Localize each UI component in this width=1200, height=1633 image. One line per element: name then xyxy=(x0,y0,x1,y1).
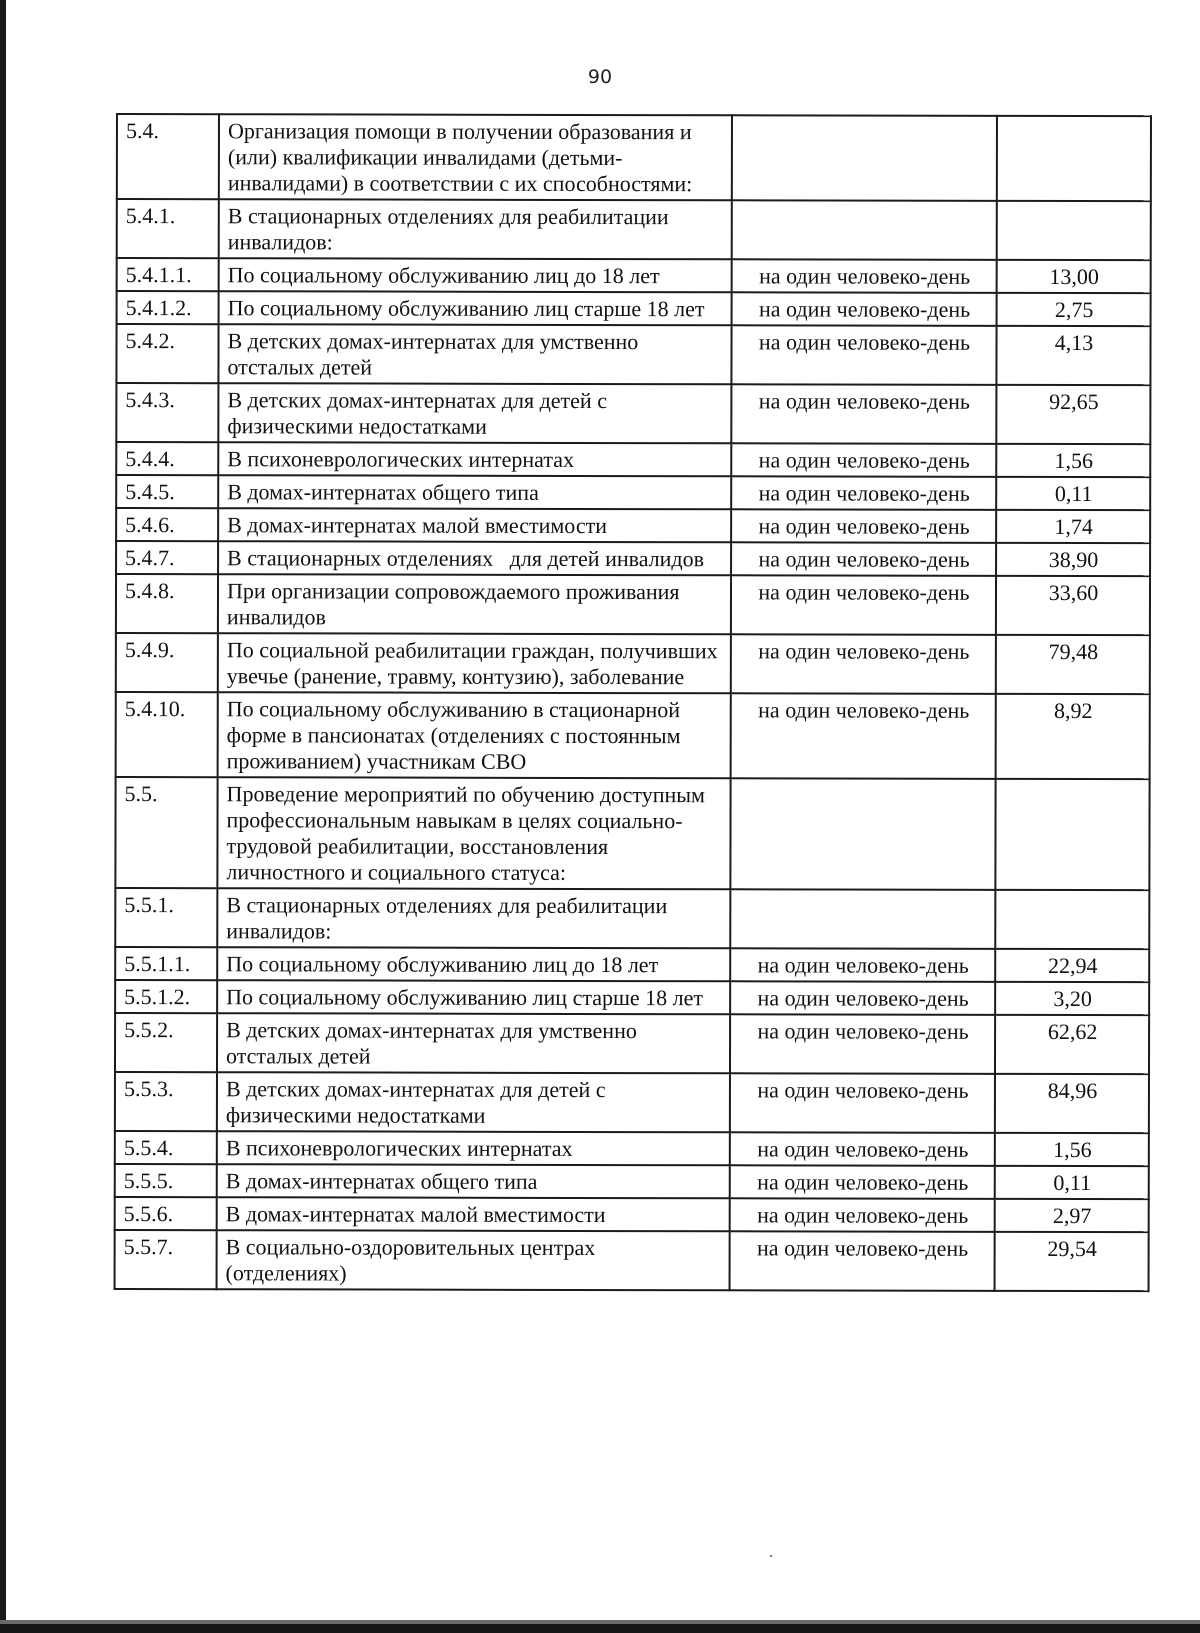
row-name: Проведение мероприятий по обучению доступным профессиональным навыкам в целях социально-трудовой реабилитации, восстановления личностного и социального статуса: xyxy=(217,777,730,889)
table-row xyxy=(115,777,1149,890)
row-unit: на один человеко-день xyxy=(731,443,996,477)
table-row xyxy=(115,888,1149,949)
row-name: По социальному обслуживанию лиц старше 18 лет xyxy=(219,291,732,325)
table-row xyxy=(116,633,1150,694)
table-row xyxy=(116,574,1150,635)
row-code: 5.5.5. xyxy=(115,1164,217,1197)
row-unit: на один человеко-день xyxy=(730,981,995,1015)
row-unit xyxy=(732,200,997,260)
scan-bottom-edge xyxy=(0,1624,1200,1633)
row-code: 5.4.7. xyxy=(116,541,218,574)
row-code: 5.5.1.2. xyxy=(115,980,217,1013)
row-code: 5.5.7. xyxy=(115,1230,217,1289)
row-name: По социальному обслуживанию лиц до 18 лет xyxy=(217,947,730,981)
row-code: 5.5.1.1. xyxy=(115,947,217,980)
row-code: 5.4.6. xyxy=(116,508,218,541)
row-name: По социальной реабилитации граждан, получивших увечье (ранение, травму, контузию), заболевание xyxy=(218,633,731,693)
row-code: 5.4.1.2. xyxy=(117,291,219,324)
row-unit: на один человеко-день xyxy=(731,575,996,635)
table-row xyxy=(117,114,1151,201)
row-name: В домах-интернатах малой вместимости xyxy=(218,508,731,542)
scan-speck xyxy=(770,1555,772,1557)
row-name: В стационарных отделениях для реабилитации инвалидов: xyxy=(219,199,732,259)
row-code: 5.4.10. xyxy=(116,692,218,777)
table-row xyxy=(116,383,1150,444)
row-name: При организации сопровождаемого проживания инвалидов xyxy=(218,574,731,634)
row-unit: на один человеко-день xyxy=(730,1014,995,1074)
row-value: 29,54 xyxy=(995,1232,1149,1291)
row-value: 33,60 xyxy=(996,576,1150,635)
row-value: 13,00 xyxy=(997,260,1151,293)
table-row xyxy=(116,324,1150,385)
table-row xyxy=(116,541,1150,576)
table-row xyxy=(115,1072,1149,1133)
row-unit: на один человеко-день xyxy=(730,1073,995,1133)
row-value: 79,48 xyxy=(996,635,1150,694)
row-name: В домах-интернатах общего типа xyxy=(218,475,731,509)
row-name: В детских домах-интернатах для детей с физическими недостатками xyxy=(217,1072,730,1132)
row-value xyxy=(997,116,1151,201)
table-row xyxy=(115,1164,1149,1199)
row-code: 5.4.4. xyxy=(116,442,218,475)
row-code: 5.5.6. xyxy=(115,1197,217,1230)
row-value: 2,75 xyxy=(997,293,1151,326)
table-row xyxy=(116,475,1150,510)
row-code: 5.5. xyxy=(115,777,217,888)
row-value: 0,11 xyxy=(996,477,1150,510)
row-unit xyxy=(732,115,997,201)
table-row xyxy=(115,980,1149,1015)
row-code: 5.4.3. xyxy=(116,383,218,442)
row-code: 5.5.3. xyxy=(115,1072,217,1131)
row-value: 1,74 xyxy=(996,510,1150,543)
table-row xyxy=(115,1013,1149,1074)
table-row xyxy=(117,258,1151,293)
table-row xyxy=(116,692,1150,779)
row-unit: на один человеко-день xyxy=(730,948,995,982)
row-name: В детских домах-интернатах для умственно отсталых детей xyxy=(218,324,731,384)
row-value: 0,11 xyxy=(995,1166,1149,1199)
row-value: 62,62 xyxy=(995,1015,1149,1074)
row-value: 92,65 xyxy=(996,385,1150,444)
row-unit: на один человеко-день xyxy=(730,1132,995,1166)
row-code: 5.4. xyxy=(117,114,219,199)
row-unit: на один человеко-день xyxy=(730,1231,995,1291)
row-code: 5.5.1. xyxy=(115,888,217,947)
row-value: 4,13 xyxy=(996,326,1150,385)
row-unit: на один человеко-день xyxy=(730,1198,995,1232)
row-name: В детских домах-интернатах для детей с физическими недостатками xyxy=(218,383,731,443)
row-code: 5.5.2. xyxy=(115,1013,217,1072)
row-value: 3,20 xyxy=(995,982,1149,1015)
row-unit: на один человеко-день xyxy=(732,259,997,293)
row-code: 5.4.8. xyxy=(116,574,218,633)
row-name: По социальному обслуживанию в стационарной форме в пансионатах (отделениях с постоянным проживанием) участникам СВО xyxy=(218,692,731,778)
row-name: В социально-оздоровительных центрах (отделениях) xyxy=(217,1230,730,1290)
row-unit: на один человеко-день xyxy=(731,476,996,510)
row-value: 2,97 xyxy=(995,1199,1149,1232)
scan-left-edge xyxy=(0,0,6,1633)
row-value xyxy=(995,890,1149,949)
row-code: 5.4.9. xyxy=(116,633,218,692)
row-unit: на один человеко-день xyxy=(731,384,996,444)
row-name: В психоневрологических интернатах xyxy=(217,1131,730,1165)
row-code: 5.4.5. xyxy=(116,475,218,508)
row-name: В детских домах-интернатах для умственно отсталых детей xyxy=(217,1013,730,1073)
row-code: 5.4.2. xyxy=(116,324,218,383)
table-row xyxy=(115,1197,1149,1232)
row-code: 5.5.4. xyxy=(115,1131,217,1164)
row-value: 1,56 xyxy=(996,444,1150,477)
row-name: В домах-интернатах общего типа xyxy=(217,1164,730,1198)
table-row xyxy=(117,291,1151,326)
row-code: 5.4.1. xyxy=(117,199,219,258)
page-number: 90 xyxy=(587,66,613,88)
table-row xyxy=(115,1131,1149,1166)
row-unit: на один человеко-день xyxy=(731,509,996,543)
row-unit: на один человеко-день xyxy=(732,292,997,326)
row-unit: на один человеко-день xyxy=(730,1165,995,1199)
row-value xyxy=(995,779,1149,890)
row-unit xyxy=(730,889,995,949)
norms-table xyxy=(114,113,1152,1292)
row-name: В психоневрологических интернатах xyxy=(218,442,731,476)
row-name: Организация помощи в получении образования и (или) квалификации инвалидами (детьми-инвалидами) в соответствии с их способностями: xyxy=(219,114,732,200)
row-value: 38,90 xyxy=(996,543,1150,576)
row-value: 84,96 xyxy=(995,1074,1149,1133)
table-row xyxy=(116,442,1150,477)
row-code: 5.4.1.1. xyxy=(117,258,219,291)
row-name: По социальному обслуживанию лиц старше 18 лет xyxy=(217,980,730,1014)
table-row xyxy=(115,1230,1149,1291)
row-value: 22,94 xyxy=(995,949,1149,982)
table-row xyxy=(116,508,1150,543)
row-unit xyxy=(730,778,995,890)
row-name: В стационарных отделениях для реабилитации инвалидов: xyxy=(217,888,730,948)
row-name: По социальному обслуживанию лиц до 18 лет xyxy=(219,258,732,292)
row-unit: на один человеко-день xyxy=(731,325,996,385)
row-unit: на один человеко-день xyxy=(731,634,996,694)
row-unit: на один человеко-день xyxy=(731,693,996,779)
table-row xyxy=(115,947,1149,982)
row-name: В домах-интернатах малой вместимости xyxy=(217,1197,730,1231)
row-value: 1,56 xyxy=(995,1133,1149,1166)
row-value: 8,92 xyxy=(996,694,1150,779)
row-unit: на один человеко-день xyxy=(731,542,996,576)
row-value xyxy=(997,201,1151,260)
table-row xyxy=(117,199,1151,260)
row-name: В стационарных отделениях для детей инвалидов xyxy=(218,541,731,575)
